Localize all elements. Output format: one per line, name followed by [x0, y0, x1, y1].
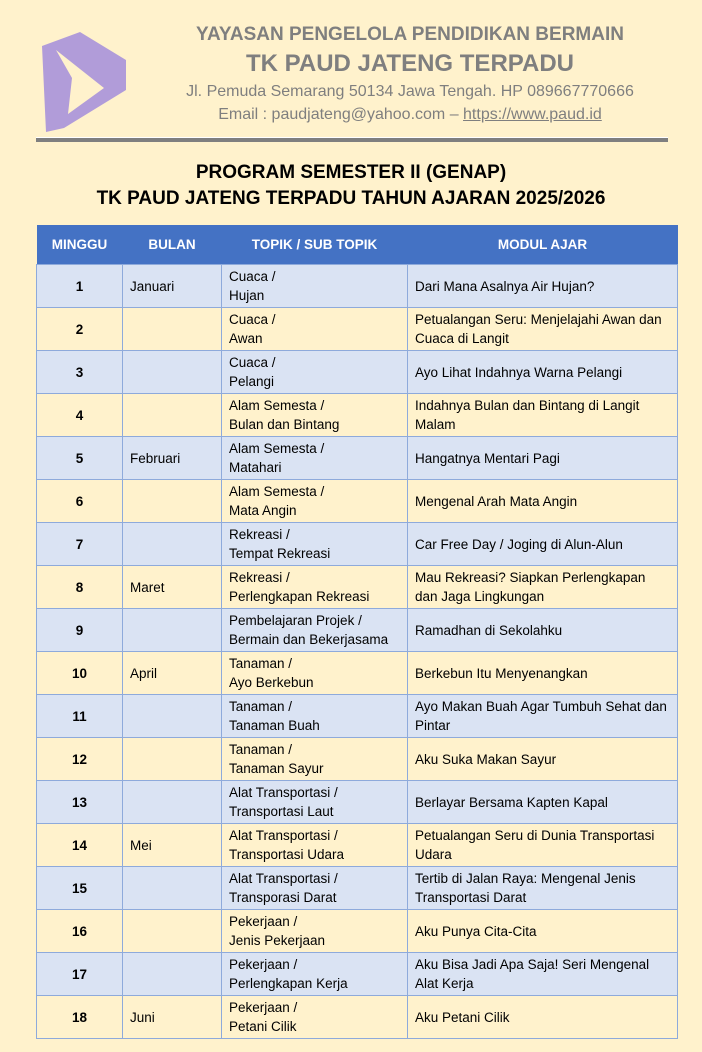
subtopic: Transportasi Laut — [229, 804, 334, 819]
topic-cell — [222, 566, 408, 609]
month-cell — [123, 867, 222, 910]
subtopic: Bermain dan Bekerjasama — [229, 632, 389, 647]
module-cell: Dari Mana Asalnya Air Hujan? — [408, 265, 678, 308]
subtopic: Tanaman Sayur — [229, 761, 324, 776]
module-cell: Petualangan Seru: Menjelajahi Awan dan Cuaca di Langit — [408, 308, 678, 351]
module-cell: Hangatnya Mentari Pagi — [408, 437, 678, 480]
topic: Alat Transportasi / — [229, 785, 338, 800]
week-cell: 12 — [37, 738, 123, 781]
topic: Tanaman / — [229, 699, 293, 714]
module-cell: Petualangan Seru di Dunia Transportasi Udara — [408, 824, 678, 867]
table-row — [37, 910, 678, 953]
module-cell: Aku Suka Makan Sayur — [408, 738, 678, 781]
subtopic: Awan — [229, 331, 263, 346]
month-cell: Maret — [123, 566, 222, 609]
topic: Pembelajaran Projek / — [229, 613, 362, 628]
header-divider — [36, 137, 668, 142]
week-cell: 7 — [37, 523, 123, 566]
address: Jl. Pemuda Semarang 50134 Jawa Tengah. HP 089667770666 — [186, 83, 634, 100]
week-cell: 18 — [37, 996, 123, 1039]
topic-cell — [222, 953, 408, 996]
school-name: TK PAUD JATENG TERPADU — [245, 50, 574, 77]
module-cell: Berlayar Bersama Kapten Kapal — [408, 781, 678, 824]
week-cell: 15 — [37, 867, 123, 910]
table-row — [37, 351, 678, 394]
topic: Alam Semesta / — [229, 398, 325, 413]
month-cell: Januari — [123, 265, 222, 308]
topic-cell — [222, 394, 408, 437]
topic-cell — [222, 867, 408, 910]
table-row — [37, 824, 678, 867]
month-cell — [123, 910, 222, 953]
topic: Tanaman / — [229, 656, 293, 671]
week-cell: 6 — [37, 480, 123, 523]
subtopic: Hujan — [229, 288, 265, 303]
week-cell: 4 — [37, 394, 123, 437]
month-cell — [123, 738, 222, 781]
col-modul: MODUL AJAR — [408, 225, 678, 265]
module-cell: Aku Petani Cilik — [408, 996, 678, 1039]
subtopic: Bulan dan Bintang — [229, 417, 340, 432]
subtopic: Perlengkapan Kerja — [229, 976, 348, 991]
doc-subtitle: TK PAUD JATENG TERPADU TAHUN AJARAN 2025/2026 — [96, 188, 606, 209]
subtopic: Transporasi Darat — [229, 890, 337, 905]
topic-cell — [222, 480, 408, 523]
subtopic: Jenis Pekerjaan — [229, 933, 326, 948]
module-cell: Berkebun Itu Menyenangkan — [408, 652, 678, 695]
module-cell: Indahnya Bulan dan Bintang di Langit Malam — [408, 394, 678, 437]
subtopic: Tanaman Buah — [229, 718, 320, 733]
week-cell: 9 — [37, 609, 123, 652]
topic: Rekreasi / — [229, 527, 290, 542]
table-row — [37, 265, 678, 308]
month-cell — [123, 308, 222, 351]
topic-cell — [222, 437, 408, 480]
table-row — [37, 781, 678, 824]
table-row — [37, 953, 678, 996]
subtopic: Perlengkapan Rekreasi — [229, 589, 370, 604]
week-cell: 5 — [37, 437, 123, 480]
week-cell: 13 — [37, 781, 123, 824]
topic-cell — [222, 351, 408, 394]
topic-cell — [222, 996, 408, 1039]
table-row — [37, 609, 678, 652]
subtopic: Matahari — [229, 460, 282, 475]
table-row — [37, 738, 678, 781]
module-cell: Ramadhan di Sekolahku — [408, 609, 678, 652]
module-cell: Mengenal Arah Mata Angin — [408, 480, 678, 523]
doc-title: PROGRAM SEMESTER II (GENAP) — [195, 162, 507, 183]
topic: Pekerjaan / — [229, 957, 298, 972]
month-cell — [123, 394, 222, 437]
topic-cell — [222, 609, 408, 652]
col-topik: TOPIK / SUB TOPIK — [222, 225, 408, 265]
subtopic: Pelangi — [229, 374, 275, 389]
week-cell: 11 — [37, 695, 123, 738]
month-cell: Mei — [123, 824, 222, 867]
subtopic: Ayo Berkebun — [229, 675, 314, 690]
module-cell: Mau Rekreasi? Siapkan Perlengkapan dan Jaga Lingkungan — [408, 566, 678, 609]
module-cell: Ayo Makan Buah Agar Tumbuh Sehat dan Pintar — [408, 695, 678, 738]
week-cell: 17 — [37, 953, 123, 996]
program-table — [36, 225, 678, 1039]
week-cell: 8 — [37, 566, 123, 609]
table-header — [37, 225, 678, 265]
contact-line — [150, 106, 670, 124]
module-cell: Aku Punya Cita-Cita — [408, 910, 678, 953]
logo-icon — [42, 32, 126, 132]
week-cell: 2 — [37, 308, 123, 351]
subtopic: Tempat Rekreasi — [229, 546, 331, 561]
month-cell — [123, 953, 222, 996]
week-cell: 3 — [37, 351, 123, 394]
email: Email : paudjateng@yahoo.com – — [218, 106, 464, 123]
module-cell: Car Free Day / Joging di Alun-Alun — [408, 523, 678, 566]
topic-cell — [222, 523, 408, 566]
module-cell: Tertib di Jalan Raya: Mengenal Jenis Transportasi Darat — [408, 867, 678, 910]
subtopic: Petani Cilik — [229, 1019, 297, 1034]
week-cell: 1 — [37, 265, 123, 308]
topic-cell — [222, 910, 408, 953]
month-cell — [123, 609, 222, 652]
month-cell: April — [123, 652, 222, 695]
month-cell — [123, 480, 222, 523]
month-cell — [123, 351, 222, 394]
topic: Alam Semesta / — [229, 484, 325, 499]
topic-cell — [222, 652, 408, 695]
month-cell — [123, 523, 222, 566]
module-cell: Aku Bisa Jadi Apa Saja! Seri Mengenal Alat Kerja — [408, 953, 678, 996]
month-cell — [123, 781, 222, 824]
table-row — [37, 523, 678, 566]
topic-cell — [222, 695, 408, 738]
topic: Pekerjaan / — [229, 1000, 298, 1015]
topic: Rekreasi / — [229, 570, 290, 585]
subtopic: Transportasi Udara — [229, 847, 345, 862]
month-cell — [123, 695, 222, 738]
module-cell: Ayo Lihat Indahnya Warna Pelangi — [408, 351, 678, 394]
topic: Pekerjaan / — [229, 914, 298, 929]
col-bulan: BULAN — [123, 225, 222, 265]
table-row — [37, 308, 678, 351]
table-row — [37, 867, 678, 910]
topic: Alam Semesta / — [229, 441, 325, 456]
topic: Tanaman / — [229, 742, 293, 757]
table-row — [37, 695, 678, 738]
table-row — [37, 394, 678, 437]
month-cell: Februari — [123, 437, 222, 480]
week-cell: 14 — [37, 824, 123, 867]
table-row — [37, 480, 678, 523]
topic: Cuaca / — [229, 355, 276, 370]
col-minggu: MINGGU — [37, 225, 123, 265]
week-cell: 16 — [37, 910, 123, 953]
topic: Cuaca / — [229, 312, 276, 327]
table-row — [37, 652, 678, 695]
topic-cell — [222, 308, 408, 351]
topic-cell — [222, 265, 408, 308]
table-row — [37, 437, 678, 480]
week-cell: 10 — [37, 652, 123, 695]
subtopic: Mata Angin — [229, 503, 297, 518]
month-cell: Juni — [123, 996, 222, 1039]
table-row — [37, 566, 678, 609]
table-row — [37, 996, 678, 1039]
topic: Alat Transportasi / — [229, 828, 338, 843]
foundation-name: YAYASAN PENGELOLA PENDIDIKAN BERMAIN — [196, 24, 624, 45]
topic-cell — [222, 824, 408, 867]
topic: Alat Transportasi / — [229, 871, 338, 886]
website-link[interactable]: https://www.paud.id — [463, 106, 602, 123]
topic-cell — [222, 781, 408, 824]
topic-cell — [222, 738, 408, 781]
topic: Cuaca / — [229, 269, 276, 284]
